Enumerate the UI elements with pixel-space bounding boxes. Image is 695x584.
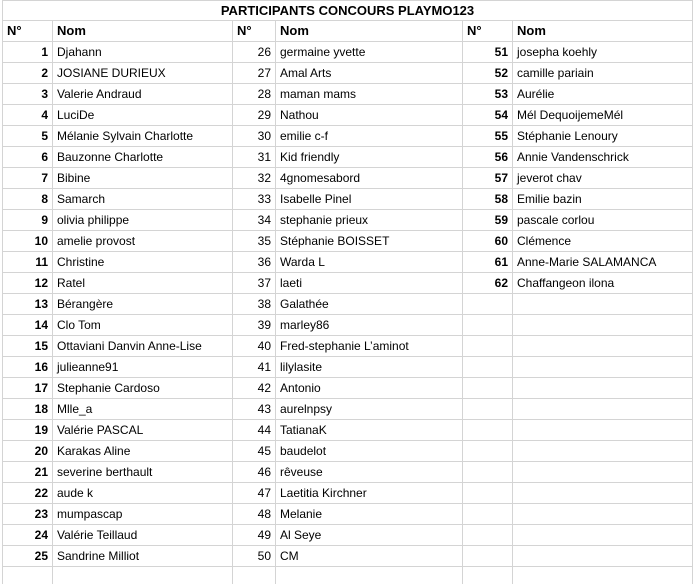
cell-number[interactable]: 52 (463, 63, 513, 84)
cell-name[interactable]: Galathée (276, 294, 463, 315)
cell-number[interactable] (463, 441, 513, 462)
cell-number[interactable]: 42 (233, 378, 276, 399)
cell-name[interactable] (276, 567, 463, 584)
cell-name[interactable]: Bibine (53, 168, 233, 189)
cell-number[interactable]: 53 (463, 84, 513, 105)
cell-number[interactable]: 47 (233, 483, 276, 504)
cell-number[interactable]: 57 (463, 168, 513, 189)
cell-number[interactable] (463, 294, 513, 315)
cell-number[interactable]: 8 (3, 189, 53, 210)
cell-number[interactable]: 12 (3, 273, 53, 294)
cell-name[interactable]: Isabelle Pinel (276, 189, 463, 210)
column-header-number: N° (3, 21, 53, 42)
cell-name[interactable]: Valérie PASCAL (53, 420, 233, 441)
cell-number[interactable]: 58 (463, 189, 513, 210)
cell-number[interactable] (463, 546, 513, 567)
cell-number[interactable]: 44 (233, 420, 276, 441)
cell-number[interactable]: 7 (3, 168, 53, 189)
cell-number[interactable] (463, 525, 513, 546)
cell-number[interactable]: 13 (3, 294, 53, 315)
cell-name[interactable]: Clémence (513, 231, 693, 252)
participants-table (3, 21, 693, 584)
cell-number[interactable]: 48 (233, 504, 276, 525)
cell-number[interactable]: 62 (463, 273, 513, 294)
cell-number[interactable]: 34 (233, 210, 276, 231)
cell-number[interactable] (463, 357, 513, 378)
cell-name[interactable]: CM (276, 546, 463, 567)
cell-name[interactable]: germaine yvette (276, 42, 463, 63)
cell-number[interactable] (463, 483, 513, 504)
cell-name[interactable] (513, 462, 693, 483)
cell-name[interactable]: jeverot chav (513, 168, 693, 189)
cell-number[interactable]: 11 (3, 252, 53, 273)
cell-name[interactable] (513, 546, 693, 567)
cell-number[interactable]: 55 (463, 126, 513, 147)
cell-number[interactable]: 9 (3, 210, 53, 231)
cell-name[interactable]: marley86 (276, 315, 463, 336)
cell-number[interactable]: 39 (233, 315, 276, 336)
cell-number[interactable]: 5 (3, 126, 53, 147)
cell-name[interactable]: olivia philippe (53, 210, 233, 231)
cell-number[interactable]: 19 (3, 420, 53, 441)
table-title: PARTICIPANTS CONCOURS PLAYMO123 (3, 1, 693, 21)
cell-number[interactable]: 29 (233, 105, 276, 126)
cell-number[interactable]: 45 (233, 441, 276, 462)
cell-number[interactable]: 23 (3, 504, 53, 525)
cell-number[interactable]: 1 (3, 42, 53, 63)
cell-name[interactable]: TatianaK (276, 420, 463, 441)
cell-name[interactable] (513, 420, 693, 441)
cell-name[interactable]: Nathou (276, 105, 463, 126)
cell-name[interactable]: aude k (53, 483, 233, 504)
cell-name[interactable]: Christine (53, 252, 233, 273)
cell-number[interactable]: 2 (3, 63, 53, 84)
cell-name[interactable]: Anne-Marie SALAMANCA (513, 252, 693, 273)
cell-name[interactable]: Warda L (276, 252, 463, 273)
cell-number[interactable]: 51 (463, 42, 513, 63)
cell-number[interactable]: 36 (233, 252, 276, 273)
cell-name[interactable]: Clo Tom (53, 315, 233, 336)
cell-name[interactable]: Aurélie (513, 84, 693, 105)
cell-name[interactable]: Bauzonne Charlotte (53, 147, 233, 168)
cell-name[interactable]: Bérangère (53, 294, 233, 315)
cell-name[interactable]: emilie c-f (276, 126, 463, 147)
cell-name[interactable]: rêveuse (276, 462, 463, 483)
cell-name[interactable]: Sandrine Milliot (53, 546, 233, 567)
cell-number[interactable]: 31 (233, 147, 276, 168)
cell-name[interactable]: baudelot (276, 441, 463, 462)
cell-number[interactable]: 49 (233, 525, 276, 546)
column-header-number: N° (233, 21, 276, 42)
cell-number[interactable]: 38 (233, 294, 276, 315)
cell-number[interactable] (463, 420, 513, 441)
cell-number[interactable]: 46 (233, 462, 276, 483)
cell-number[interactable] (463, 399, 513, 420)
spreadsheet (2, 0, 693, 584)
cell-name[interactable]: camille pariain (513, 63, 693, 84)
cell-number[interactable]: 54 (463, 105, 513, 126)
cell-number[interactable]: 6 (3, 147, 53, 168)
cell-name[interactable]: 4gnomesabord (276, 168, 463, 189)
cell-number[interactable]: 22 (3, 483, 53, 504)
cell-name[interactable]: amelie provost (53, 231, 233, 252)
column-header-name: Nom (53, 21, 233, 42)
cell-name[interactable] (513, 567, 693, 584)
cell-number[interactable]: 25 (3, 546, 53, 567)
cell-name[interactable] (513, 441, 693, 462)
cell-name[interactable]: aurelnpsy (276, 399, 463, 420)
cell-number[interactable] (3, 567, 53, 584)
cell-number[interactable]: 15 (3, 336, 53, 357)
cell-name[interactable]: Stephanie Cardoso (53, 378, 233, 399)
cell-name[interactable]: Kid friendly (276, 147, 463, 168)
cell-number[interactable]: 41 (233, 357, 276, 378)
cell-number[interactable] (463, 504, 513, 525)
cell-name[interactable]: Valerie Andraud (53, 84, 233, 105)
cell-number[interactable]: 27 (233, 63, 276, 84)
cell-name[interactable]: Djahann (53, 42, 233, 63)
cell-number[interactable] (463, 315, 513, 336)
cell-name[interactable]: severine berthault (53, 462, 233, 483)
cell-number[interactable]: 18 (3, 399, 53, 420)
cell-number[interactable] (233, 567, 276, 584)
cell-name[interactable]: laeti (276, 273, 463, 294)
cell-name[interactable]: mumpascap (53, 504, 233, 525)
cell-name[interactable]: Melanie (276, 504, 463, 525)
cell-number[interactable]: 40 (233, 336, 276, 357)
cell-number[interactable] (463, 567, 513, 584)
cell-number[interactable] (463, 378, 513, 399)
cell-name[interactable]: Mélanie Sylvain Charlotte (53, 126, 233, 147)
cell-name[interactable]: maman mams (276, 84, 463, 105)
cell-number[interactable] (463, 462, 513, 483)
cell-number[interactable]: 33 (233, 189, 276, 210)
cell-name[interactable]: Mél DequoijemeMél (513, 105, 693, 126)
cell-name[interactable] (513, 294, 693, 315)
cell-number[interactable]: 59 (463, 210, 513, 231)
cell-name[interactable] (513, 525, 693, 546)
cell-name[interactable]: stephanie prieux (276, 210, 463, 231)
column-header-number: N° (463, 21, 513, 42)
cell-name[interactable]: Annie Vandenschrick (513, 147, 693, 168)
cell-name[interactable]: Fred-stephanie L’aminot (276, 336, 463, 357)
cell-name[interactable]: Laetitia Kirchner (276, 483, 463, 504)
cell-number[interactable]: 56 (463, 147, 513, 168)
cell-number[interactable]: 3 (3, 84, 53, 105)
cell-number[interactable]: 21 (3, 462, 53, 483)
cell-name[interactable]: julieanne91 (53, 357, 233, 378)
cell-name[interactable]: lilylasite (276, 357, 463, 378)
cell-name[interactable]: LuciDe (53, 105, 233, 126)
cell-name[interactable]: Mlle_a (53, 399, 233, 420)
cell-name[interactable]: JOSIANE DURIEUX (53, 63, 233, 84)
cell-number[interactable]: 30 (233, 126, 276, 147)
cell-name[interactable]: Chaffangeon ilona (513, 273, 693, 294)
cell-name[interactable] (513, 399, 693, 420)
cell-number[interactable]: 14 (3, 315, 53, 336)
cell-name[interactable] (513, 504, 693, 525)
cell-number[interactable]: 26 (233, 42, 276, 63)
cell-name[interactable]: josepha koehly (513, 42, 693, 63)
cell-number[interactable]: 16 (3, 357, 53, 378)
cell-name[interactable]: Antonio (276, 378, 463, 399)
cell-name[interactable] (53, 567, 233, 584)
cell-name[interactable]: Ottaviani Danvin Anne-Lise (53, 336, 233, 357)
cell-name[interactable]: Ratel (53, 273, 233, 294)
column-header-name: Nom (276, 21, 463, 42)
cell-number[interactable]: 28 (233, 84, 276, 105)
cell-number[interactable]: 32 (233, 168, 276, 189)
cell-name[interactable]: Karakas Aline (53, 441, 233, 462)
cell-name[interactable]: Stéphanie BOISSET (276, 231, 463, 252)
cell-number[interactable] (463, 336, 513, 357)
cell-number[interactable]: 50 (233, 546, 276, 567)
cell-number[interactable]: 4 (3, 105, 53, 126)
cell-name[interactable] (513, 315, 693, 336)
cell-name[interactable]: Samarch (53, 189, 233, 210)
cell-number[interactable]: 43 (233, 399, 276, 420)
cell-name[interactable]: Valérie Teillaud (53, 525, 233, 546)
cell-name[interactable]: pascale corlou (513, 210, 693, 231)
cell-name[interactable] (513, 336, 693, 357)
cell-name[interactable]: Stéphanie Lenoury (513, 126, 693, 147)
cell-name[interactable]: Al Seye (276, 525, 463, 546)
cell-number[interactable]: 17 (3, 378, 53, 399)
cell-name[interactable] (513, 357, 693, 378)
cell-number[interactable]: 10 (3, 231, 53, 252)
cell-name[interactable] (513, 483, 693, 504)
cell-number[interactable]: 35 (233, 231, 276, 252)
cell-name[interactable]: Amal Arts (276, 63, 463, 84)
cell-name[interactable] (513, 378, 693, 399)
cell-number[interactable]: 24 (3, 525, 53, 546)
cell-number[interactable]: 61 (463, 252, 513, 273)
cell-number[interactable]: 60 (463, 231, 513, 252)
column-header-name: Nom (513, 21, 693, 42)
cell-name[interactable]: Emilie bazin (513, 189, 693, 210)
cell-number[interactable]: 20 (3, 441, 53, 462)
cell-number[interactable]: 37 (233, 273, 276, 294)
